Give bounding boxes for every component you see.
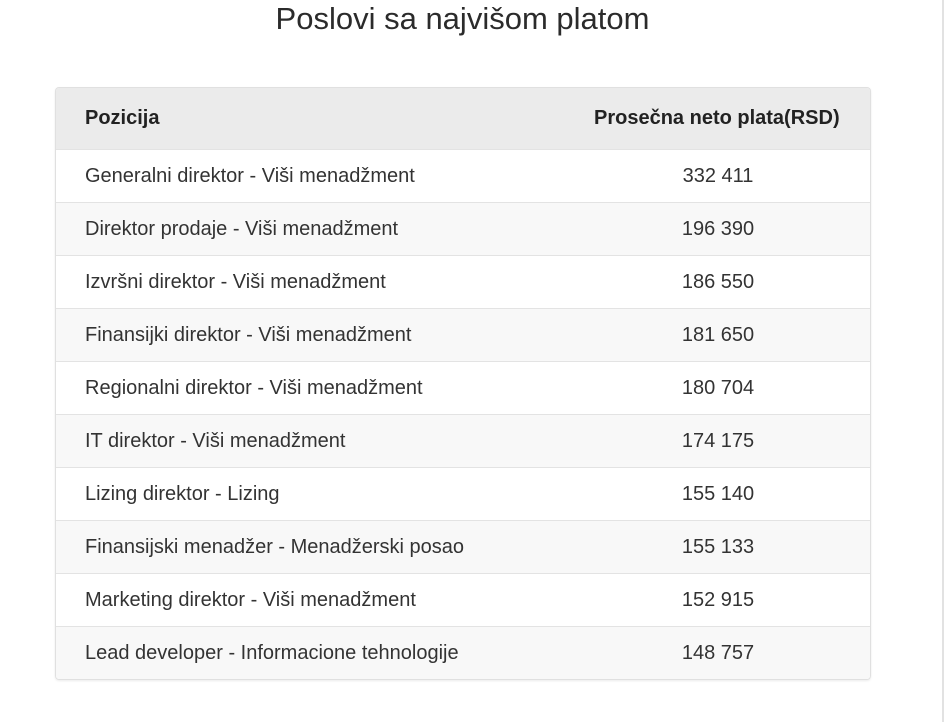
position-cell: Izvršni direktor - Viši menadžment xyxy=(85,270,386,293)
salary-cell: 155 133 xyxy=(681,535,755,558)
table-row xyxy=(56,202,870,255)
salary-cell: 180 704 xyxy=(681,376,755,399)
salary-cell: 152 915 xyxy=(681,588,755,611)
table-header xyxy=(56,88,870,149)
table-row xyxy=(56,467,870,520)
table-row xyxy=(56,308,870,361)
table-row xyxy=(56,149,870,202)
table-row xyxy=(56,361,870,414)
salary-table xyxy=(55,87,871,680)
table-row xyxy=(56,626,870,679)
page-edge-divider xyxy=(942,0,944,722)
position-cell: Regionalni direktor - Viši menadžment xyxy=(85,376,423,399)
salary-cell: 174 175 xyxy=(681,429,755,452)
salary-cell: 196 390 xyxy=(681,217,755,240)
table-row xyxy=(56,255,870,308)
page-title: Poslovi sa najvišom platom xyxy=(275,1,650,36)
table-row xyxy=(56,414,870,467)
salary-cell: 155 140 xyxy=(681,482,755,505)
table-row xyxy=(56,573,870,626)
position-cell: Finansijki direktor - Viši menadžment xyxy=(85,323,412,346)
position-cell: Marketing direktor - Viši menadžment xyxy=(85,588,416,611)
position-cell: IT direktor - Viši menadžment xyxy=(85,429,346,452)
salary-cell: 181 650 xyxy=(681,323,755,346)
salary-cell: 332 411 xyxy=(682,164,754,187)
position-cell: Generalni direktor - Viši menadžment xyxy=(85,164,415,187)
header-position: Pozicija xyxy=(85,107,160,129)
table-row xyxy=(56,520,870,573)
position-cell: Direktor prodaje - Viši menadžment xyxy=(85,217,399,240)
position-cell: Finansijski menadžer - Menadžerski posao xyxy=(85,535,465,558)
position-cell: Lead developer - Informacione tehnologije xyxy=(85,641,459,664)
salary-cell: 148 757 xyxy=(681,641,755,664)
header-salary: Prosečna neto plata(RSD) xyxy=(594,107,840,129)
salary-cell: 186 550 xyxy=(681,270,755,293)
position-cell: Lizing direktor - Lizing xyxy=(85,482,280,505)
